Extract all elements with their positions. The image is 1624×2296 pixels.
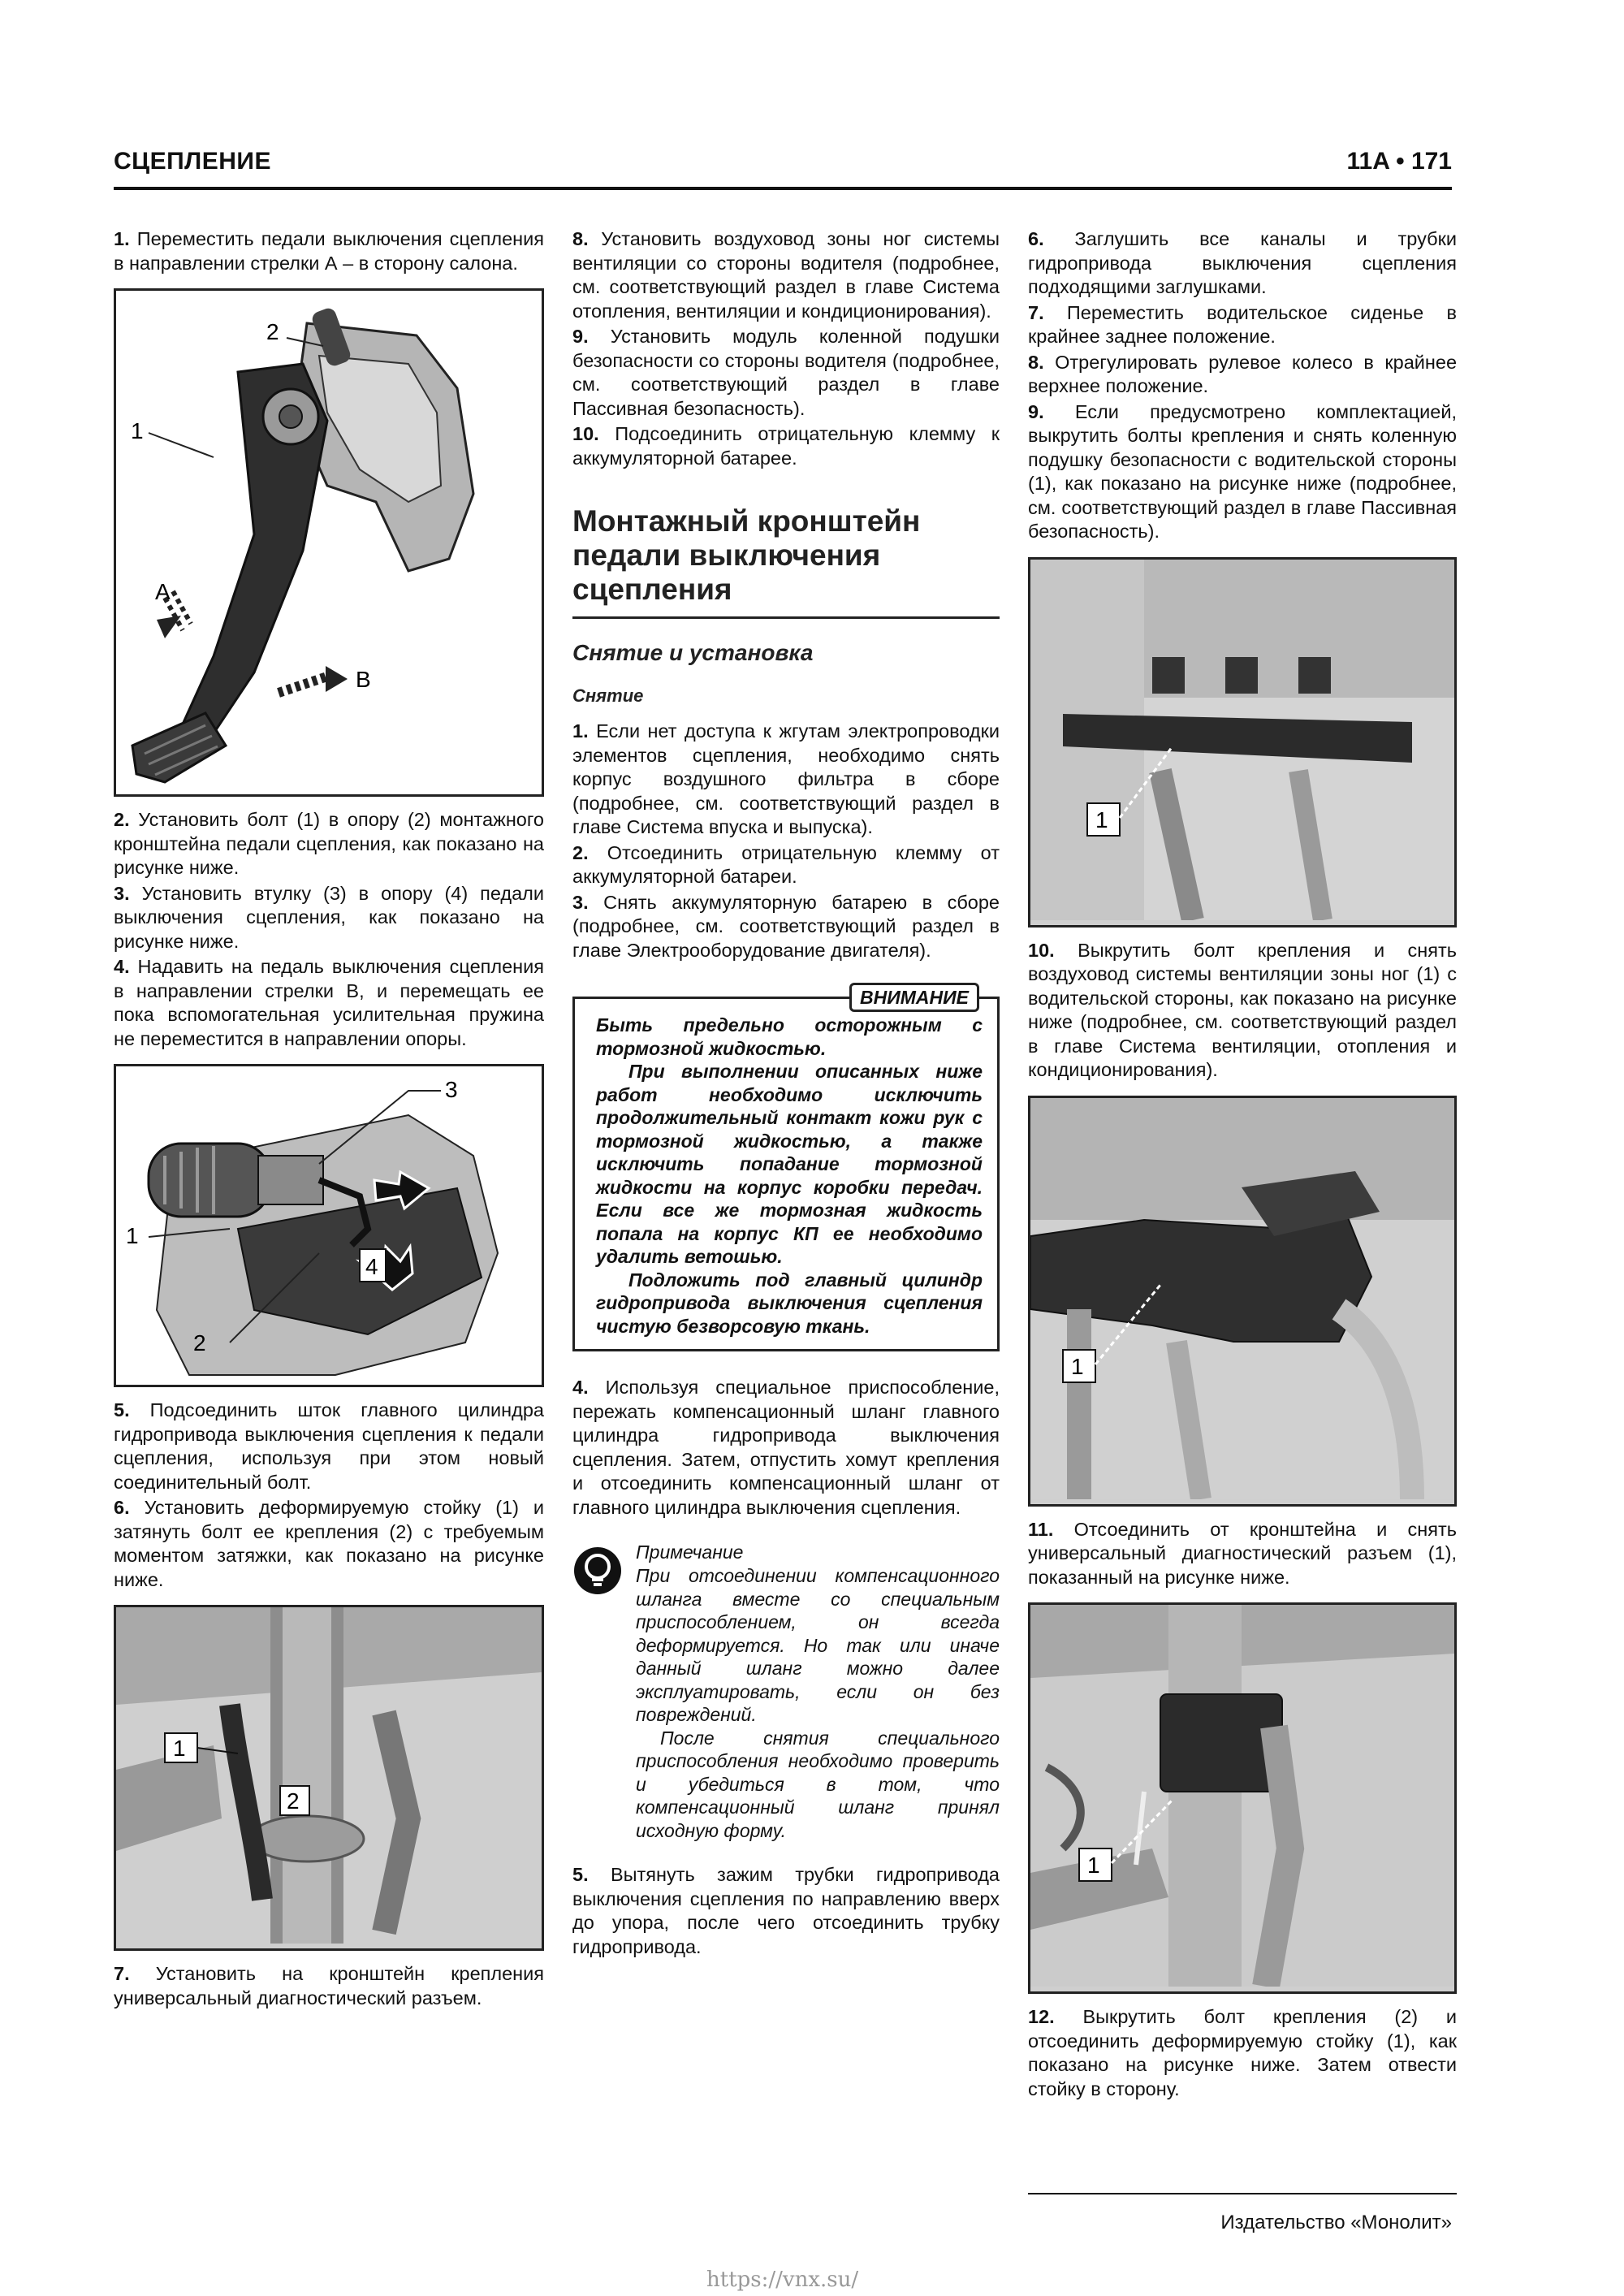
step-5: 5. Подсоединить шток главного цилиндра гидропривода выключения сцепления к педали сцепления, используя при этом новый соединительный болт. <box>114 1399 544 1493</box>
header-rule <box>114 187 1452 190</box>
column-2 <box>572 227 1000 1961</box>
fig5-label-1: 1 <box>1071 1353 1084 1379</box>
step-6: 6. Установить деформируемую стойку (1) и затянуть болт ее крепления (2) с требуемым моментом затяжки, как показано на рисунке ниже. <box>114 1497 544 1590</box>
removal-step-3: 3. Снять аккумуляторную батарею в сборе (подробнее, см. соответствующий раздел в главе Электрооборудование двигателя). <box>572 891 1000 961</box>
step-10: 10. Подсоединить отрицательную клемму к аккумуляторной батарее. <box>572 423 1000 469</box>
photo-footwell-duct <box>1028 1096 1457 1507</box>
step-1: 1. Переместить педали выключения сцепления в направлении стрелки А – в сторону салона. <box>114 228 544 274</box>
fig6-label-1: 1 <box>1087 1853 1100 1878</box>
note-text-1: При отсоединении компенсационного шланга вместе со специальным приспособлением, он всегда деформируется. Но так или иначе данный шланг можно далее эксплуатировать, если он без повреждений. <box>636 1565 1000 1725</box>
removal-step-10: 10. Выкрутить болт крепления и снять воздуховод системы вентиляции зоны ног (1) с водительской стороны, как показано на рисунке ниже (подробнее, см. соответствующий раздел в главе Система вентиляции, отопления и кондиционирования). <box>1028 939 1458 1080</box>
watermark-url[interactable]: https://vnx.su/ <box>706 2268 859 2292</box>
removal-step-7: 7. Переместить водительское сиденье в крайнее заднее положение. <box>1028 301 1457 347</box>
photo-illustration-4 <box>1030 1605 1454 1987</box>
section-title: Монтажный кронштейн педали выключения сцепления <box>572 504 921 606</box>
column-1 <box>114 227 544 2012</box>
removal-step-8: 8. Отрегулировать рулевое колесо в крайнее верхнее положение. <box>1028 351 1458 396</box>
note-title: Примечание <box>636 1541 744 1563</box>
column-3 <box>1028 227 1457 2103</box>
fig1-label-a: A <box>155 579 171 604</box>
subsection-title: Снятие и установка <box>572 640 814 665</box>
step-7: 7. Установить на кронштейн крепления универсальный диагностический разъем. <box>114 1963 544 2008</box>
step-2: 2. Установить болт (1) в опору (2) монтажного кронштейна педали сцепления, как показано на рисунке ниже. <box>114 809 545 878</box>
removal-step-1: 1. Если нет доступа к жгутам электропроводки элементов сцепления, необходимо снять корпус воздушного фильтра в сборе (подробнее, см. соответствующий раздел в главе Система впуска и выпуска). <box>572 720 1000 837</box>
fig2-label-1: 1 <box>126 1223 139 1248</box>
note-block <box>572 1541 1000 1842</box>
warning-text-3: Подложить под главный цилиндр гидропривода выключения сцепления чистую безворсовую ткань. <box>596 1269 983 1337</box>
fig4-label-1: 1 <box>1095 806 1108 832</box>
master-cylinder-illustration <box>116 1066 542 1380</box>
removal-step-9: 9. Если предусмотрено комплектацией, выкрутить болты крепления и снять коленную подушку безопасности с водительской стороны (1), как показано на рисунке ниже (подробнее, см. соответствующий раздел в главе Пассивная безопасность). <box>1028 400 1458 542</box>
removal-step-5: 5. Вытянуть зажим трубки гидропривода выключения сцепления по направлению вверх до упора, после чего отсоединить трубку гидропривода. <box>572 1864 1000 1957</box>
fig2-label-4: 4 <box>365 1254 378 1279</box>
step-3: 3. Установить втулку (3) в опору (4) педали выключения сцепления, как показано на рисунке ниже. <box>114 882 545 952</box>
warning-text-1: Быть предельно осторожным с тормозной жидкостью. <box>596 1014 983 1059</box>
photo-deformable-strut <box>114 1605 544 1951</box>
fig2-label-3: 3 <box>445 1077 458 1102</box>
running-header-section: СЦЕПЛЕНИЕ <box>114 148 271 175</box>
step-9: 9. Установить модуль коленной подушки безопасности со стороны водителя (подробнее, см. соответствующий раздел в главе Пассивная безопасность). <box>572 326 1000 419</box>
figure-pedal-assembly <box>114 288 544 797</box>
photo-knee-airbag <box>1028 557 1457 927</box>
fig3-label-2: 2 <box>287 1788 300 1814</box>
lightbulb-icon <box>572 1546 623 1596</box>
warning-text-2: При выполнении описанных ниже работ необходимо исключить продолжительный контакт кожи рук с тормозной жидкостью, а также исключить попадание тормозной жидкости на корпус коробки передач. Если все же тормозная жидкость попала на корпус КП ее необходимо удалить ветошью. <box>596 1061 983 1267</box>
warning-label: ВНИМАНИЕ <box>849 983 979 1012</box>
removal-step-6: 6. Заглушить все каналы и трубки гидропривода выключения сцепления подходящими заглушками. <box>1028 228 1457 297</box>
fig1-label-b: B <box>356 667 371 692</box>
removal-step-2: 2. Отсоединить отрицательную клемму от аккумуляторной батареи. <box>572 841 1000 887</box>
photo-illustration-2 <box>1030 560 1454 920</box>
photo-diagnostic-connector <box>1028 1602 1457 1994</box>
subsubsection-title: Снятие <box>572 685 644 706</box>
step-8: 8. Установить воздуховод зоны ног системы вентиляции со стороны водителя (подробнее, см. соответствующий раздел в главе Система отопления, вентиляции и кондиционирования). <box>572 228 1000 322</box>
photo-illustration-1 <box>116 1607 542 1944</box>
section-rule <box>572 616 1000 619</box>
page-number: 11A • 171 <box>1346 148 1452 175</box>
figure-master-cylinder <box>114 1064 544 1387</box>
step-4: 4. Надавить на педаль выключения сцепления в направлении стрелки В, и перемещать ее пока вспомогательная усилительная пружина не переместится в направлении опоры. <box>114 956 545 1049</box>
note-text-2: После снятия специального приспособления необходимо проверить и убедиться в том, что компенсационный шланг принял исходную форму. <box>636 1727 1000 1841</box>
photo-illustration-3 <box>1030 1098 1454 1499</box>
removal-step-4: 4. Используя специальное приспособление, пережать компенсационный шланг главного цилиндра гидропривода выключения сцепления. Затем, отпустить хомут крепления и отсоединить компенсационный шланг от главного цилиндра выключения сцепления. <box>572 1377 1000 1518</box>
removal-step-12: 12. Выкрутить болт крепления (2) и отсоединить деформируемую стойку (1), как показано на рисунке ниже. Затем отвести стойку в сторону. <box>1028 2006 1458 2099</box>
footer-rule <box>1028 2193 1457 2194</box>
removal-step-11: 11. Отсоединить от кронштейна и снять универсальный диагностический разъем (1), показанный на рисунке ниже. <box>1028 1518 1457 1588</box>
publisher-footer: Издательство «Монолит» <box>1220 2212 1452 2233</box>
pedal-illustration <box>116 291 542 789</box>
warning-box <box>572 987 1000 1351</box>
fig1-label-2: 2 <box>266 319 279 344</box>
fig2-label-2: 2 <box>193 1330 206 1356</box>
fig1-label-1: 1 <box>131 418 144 443</box>
fig3-label-1: 1 <box>173 1736 186 1761</box>
